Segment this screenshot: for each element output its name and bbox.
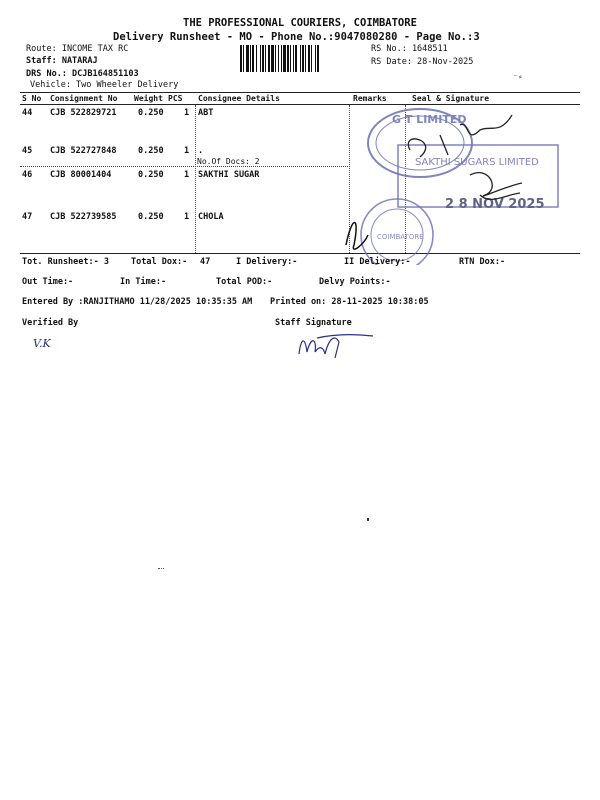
col-sep-consignee — [195, 105, 196, 253]
row-consignee: . — [198, 146, 204, 156]
row-pcs: 1 — [184, 108, 190, 118]
row-weight: 0.250 — [138, 170, 164, 180]
route-label: Route: INCOME TAX RC — [26, 44, 129, 54]
i-delivery: I Delivery:- — [236, 257, 298, 267]
stamps-and-signatures — [340, 95, 570, 265]
row-weight: 0.250 — [138, 146, 164, 156]
runsheet-subtitle: Delivery Runsheet - MO - Phone No.:9047080280 - Page No.:3 — [113, 31, 480, 43]
row-pcs: 1 — [184, 170, 190, 180]
sakthi-stamp-text: SAKTHI SUGARS LIMITED — [415, 157, 539, 168]
row-consignment: CJB 80001404 — [50, 170, 112, 180]
row-consignee: ABT — [198, 108, 214, 118]
row-consignment: CJB 522829721 — [50, 108, 117, 118]
total-runsheet: Tot. Runsheet:- 3 — [22, 257, 109, 267]
out-time: Out Time:- — [22, 277, 74, 287]
round-seal — [361, 199, 433, 265]
verified-by-label: Verified By — [22, 318, 79, 328]
row-sno: 44 — [22, 108, 33, 118]
total-dox-label: Total Dox:- — [131, 257, 188, 267]
total-pod: Total POD:- — [216, 277, 273, 287]
row-consignment: CJB 522739585 — [50, 212, 117, 222]
vehicle-label: Vehicle: Two Wheeler Delivery — [30, 80, 179, 90]
staff-signature — [295, 328, 375, 360]
total-dox-value: 47 — [200, 257, 211, 267]
row-note: No.Of Docs: 2 — [197, 157, 260, 166]
ii-delivery: II Delivery:- — [344, 257, 411, 267]
col-header-seal: Seal & Signature — [412, 94, 490, 103]
verified-initials: V.K — [33, 337, 51, 350]
printed-on: Printed on: 28-11-2025 10:38:05 — [270, 297, 429, 307]
staff-signature-label: Staff Signature — [275, 318, 352, 328]
signature-2 — [470, 173, 522, 200]
in-time: In Time:- — [120, 277, 167, 287]
col-header-sno: S No — [22, 94, 42, 103]
table-top-rule — [20, 92, 580, 93]
speck — [367, 518, 369, 521]
row-sno: 46 — [22, 170, 33, 180]
col-header-consignee: Consignee Details — [198, 94, 280, 103]
col-header-weight: Weight — [134, 94, 163, 103]
barcode — [240, 45, 368, 72]
col-header-remarks: Remarks — [353, 94, 387, 103]
col-header-pcs: PCS — [168, 94, 183, 103]
staff-label: Staff: NATARAJ — [26, 56, 98, 66]
rs-number: RS No.: 1648511 — [371, 44, 448, 54]
speck — [158, 568, 164, 571]
drs-number: DRS No.: DCJB164851103 — [26, 69, 139, 79]
row-sno: 47 — [22, 212, 33, 222]
row-consignee: CHOLA — [198, 212, 224, 222]
rtn-dox: RTN Dox:- — [459, 257, 506, 267]
company-title: THE PROFESSIONAL COURIERS, COIMBATORE — [183, 17, 417, 29]
row-pcs: 1 — [184, 146, 190, 156]
row-sno: 45 — [22, 146, 33, 156]
company-stamp-text: G T LIMITED — [392, 113, 467, 126]
col-header-consignment: Consignment No — [50, 94, 118, 103]
row-pcs: 1 — [184, 212, 190, 222]
round-seal-text: COIMBATORE — [377, 233, 424, 241]
rs-date: RS Date: 28-Nov-2025 — [371, 57, 474, 67]
row-separator — [20, 166, 350, 167]
delvy-points: Delvy Points:- — [319, 277, 391, 287]
row-consignment: CJB 522727848 — [50, 146, 117, 156]
row-weight: 0.250 — [138, 212, 164, 222]
entered-by: Entered By :RANJITHAMO 11/28/2025 10:35:35 AM — [22, 297, 253, 307]
date-stamp-text: 2 8 NOV 2025 — [445, 197, 545, 212]
stray-mark: ⁻⸗ — [513, 72, 523, 81]
row-consignee: SAKTHI SUGAR — [198, 170, 260, 180]
signature-3 — [346, 223, 368, 250]
row-weight: 0.250 — [138, 108, 164, 118]
